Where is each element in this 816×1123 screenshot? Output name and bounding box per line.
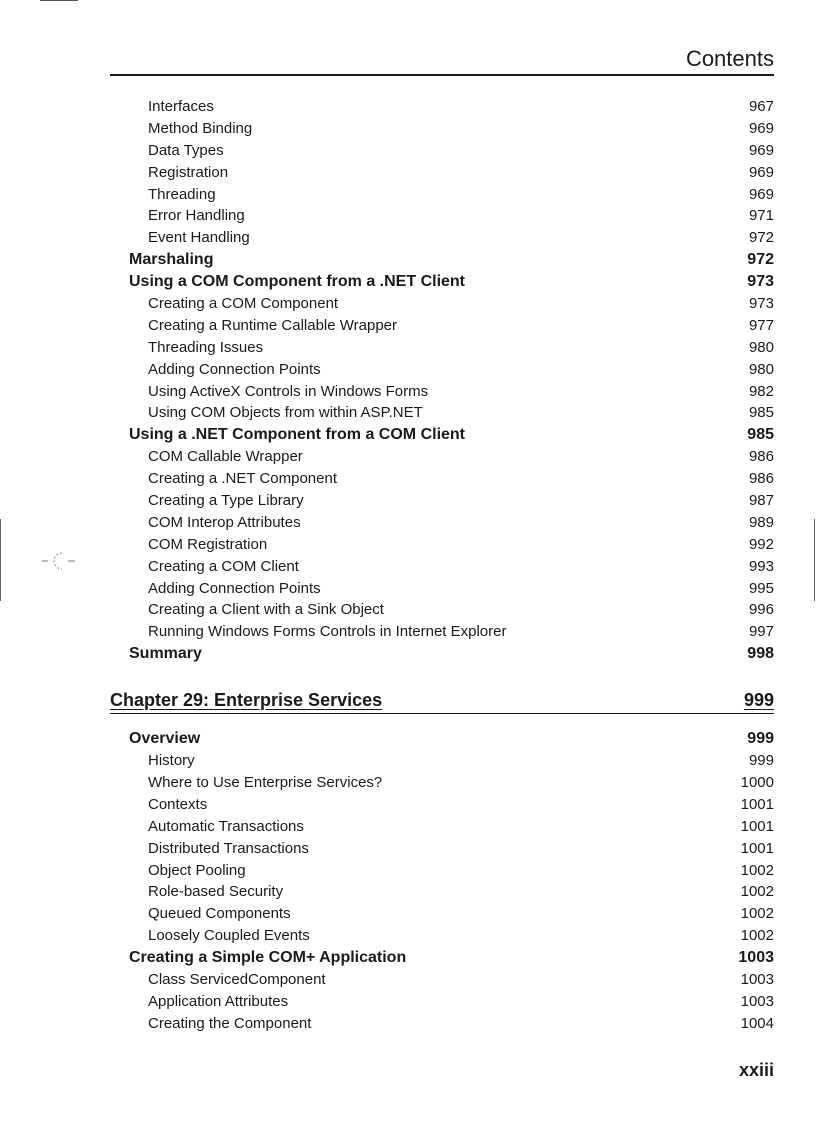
toc-section-chapter-29 <box>110 728 774 1034</box>
toc-entry-page: 977 <box>748 316 774 334</box>
toc-section-entry[interactable] <box>110 271 774 293</box>
toc-entry-page: 985 <box>747 426 774 444</box>
toc-entry-page: 1002 <box>740 883 774 901</box>
toc-entry-page: 1003 <box>740 992 774 1010</box>
toc-entry-title: COM Registration <box>148 535 268 553</box>
toc-entry-page: 969 <box>748 141 774 159</box>
toc-entry-page: 980 <box>748 338 774 356</box>
toc-entry-page: 969 <box>748 163 774 181</box>
toc-entry-page: 996 <box>748 601 774 619</box>
toc-entry-page: 993 <box>748 557 774 575</box>
toc-entry-page: 986 <box>748 448 774 466</box>
toc-entry-title: COM Callable Wrapper <box>148 448 303 466</box>
toc-subsection-entry[interactable] <box>110 490 774 512</box>
toc-entry-title: Queued Components <box>148 905 291 923</box>
toc-entry-page: 1001 <box>740 817 774 835</box>
toc-subsection-entry[interactable] <box>110 621 774 643</box>
toc-section-entry[interactable] <box>110 643 774 665</box>
toc-subsection-entry[interactable] <box>110 402 774 424</box>
toc-entry-page: 1002 <box>740 927 774 945</box>
toc-entry-title: Data Types <box>148 141 224 159</box>
toc-subsection-entry[interactable] <box>110 315 774 337</box>
toc-subsection-entry[interactable] <box>110 816 774 838</box>
toc-entry-title: Running Windows Forms Controls in Internet Explorer <box>148 623 507 641</box>
toc-entry-title: Loosely Coupled Events <box>148 927 310 945</box>
toc-entry-page: 972 <box>747 251 774 269</box>
toc-entry-title: Method Binding <box>148 119 253 137</box>
toc-subsection-entry[interactable] <box>110 468 774 490</box>
running-head: Contents <box>110 44 774 76</box>
margin-rule-left <box>0 519 1 601</box>
crop-mark-top <box>40 0 78 1</box>
toc-subsection-entry[interactable] <box>110 293 774 315</box>
toc-entry-page: 973 <box>747 273 774 291</box>
toc-entry-title: Using COM Objects from within ASP.NET <box>148 404 423 422</box>
toc-entry-title: Creating a COM Component <box>148 295 339 313</box>
toc-entry-title: Adding Connection Points <box>148 579 321 597</box>
toc-entry-title: Threading Issues <box>148 338 264 356</box>
chapter-page: 999 <box>743 690 774 711</box>
toc-entry-page: 985 <box>748 404 774 422</box>
toc-entry-title: Where to Use Enterprise Services? <box>148 773 383 791</box>
toc-subsection-entry[interactable] <box>110 556 774 578</box>
toc-subsection-entry[interactable] <box>110 925 774 947</box>
toc-entry-page: 1001 <box>740 839 774 857</box>
toc-entry-title: Registration <box>148 163 229 181</box>
toc-entry-page: 1001 <box>740 795 774 813</box>
chapter-title: Chapter 29: Enterprise Services <box>110 690 383 711</box>
toc-section-entry[interactable] <box>110 249 774 271</box>
toc-entry-page: 1003 <box>740 970 774 988</box>
toc-entry-page: 967 <box>748 98 774 115</box>
toc-subsection-entry[interactable] <box>110 794 774 816</box>
toc-subsection-entry[interactable] <box>110 381 774 403</box>
toc-section-continued <box>110 96 774 665</box>
toc-section-entry[interactable] <box>110 947 774 969</box>
toc-entry-page: 972 <box>748 229 774 247</box>
toc-subsection-entry[interactable] <box>110 599 774 621</box>
toc-subsection-entry[interactable] <box>110 903 774 925</box>
toc-subsection-entry[interactable] <box>110 860 774 882</box>
toc-entry-title: Creating a .NET Component <box>148 470 337 488</box>
margin-rule-right <box>814 519 815 601</box>
toc-entry-title: Creating a Type Library <box>148 492 304 510</box>
toc-subsection-entry[interactable] <box>110 1013 774 1035</box>
toc-subsection-entry[interactable] <box>110 838 774 860</box>
toc-entry-page: 973 <box>748 295 774 313</box>
toc-subsection-entry[interactable] <box>110 205 774 227</box>
toc-entry-title: Summary <box>129 645 202 663</box>
toc-entry-title: History <box>148 752 195 770</box>
table-of-contents <box>110 96 774 1035</box>
toc-entry-page: 1000 <box>740 773 774 791</box>
toc-subsection-entry[interactable] <box>110 227 774 249</box>
toc-entry-page: 998 <box>747 645 774 663</box>
binding-hole-mark-icon <box>42 550 76 572</box>
toc-entry-title: Application Attributes <box>148 992 289 1010</box>
toc-entry-title: Contexts <box>148 795 208 813</box>
toc-entry-page: 999 <box>747 730 774 748</box>
toc-entry-page: 969 <box>748 119 774 137</box>
toc-entry-page: 1003 <box>738 949 774 967</box>
toc-subsection-entry[interactable] <box>110 446 774 468</box>
toc-subsection-entry[interactable] <box>110 534 774 556</box>
toc-subsection-entry[interactable] <box>110 991 774 1013</box>
toc-subsection-entry[interactable] <box>110 96 774 118</box>
toc-entry-title: Creating a Client with a Sink Object <box>148 601 384 619</box>
toc-entry-page: 1002 <box>740 905 774 923</box>
toc-entry-page: 986 <box>748 470 774 488</box>
toc-entry-title: Adding Connection Points <box>148 360 321 378</box>
toc-entry-page: 1004 <box>740 1014 774 1032</box>
page-number: xxiii <box>738 1060 774 1080</box>
toc-entry-page: 971 <box>748 207 774 225</box>
toc-section-entry[interactable] <box>110 424 774 446</box>
toc-entry-title: Marshaling <box>129 251 214 269</box>
toc-entry-title: Using ActiveX Controls in Windows Forms <box>148 382 429 400</box>
toc-entry-title: Creating the Component <box>148 1014 312 1032</box>
toc-subsection-entry[interactable] <box>110 184 774 206</box>
toc-entry-title: Role-based Security <box>148 883 284 901</box>
toc-subsection-entry[interactable] <box>110 337 774 359</box>
toc-subsection-entry[interactable] <box>110 162 774 184</box>
toc-entry-title: Error Handling <box>148 207 245 225</box>
toc-entry-page: 982 <box>748 382 774 400</box>
toc-entry-title: Distributed Transactions <box>148 839 309 857</box>
toc-entry-page: 969 <box>748 185 774 203</box>
toc-section-entry[interactable] <box>110 728 774 750</box>
toc-entry-title: Interfaces <box>148 98 214 115</box>
toc-subsection-entry[interactable] <box>110 578 774 600</box>
toc-entry-title: Automatic Transactions <box>148 817 304 835</box>
toc-entry-page: 997 <box>748 623 774 641</box>
toc-entry-title: Object Pooling <box>148 861 246 879</box>
toc-entry-title: Class ServicedComponent <box>148 970 326 988</box>
toc-subsection-entry[interactable] <box>110 750 774 772</box>
toc-subsection-entry[interactable] <box>110 969 774 991</box>
toc-subsection-entry[interactable] <box>110 359 774 381</box>
toc-entry-title: Overview <box>129 730 201 748</box>
toc-entry-title: Creating a Simple COM+ Application <box>129 949 407 967</box>
toc-entry-title: Event Handling <box>148 229 250 247</box>
toc-entry-page: 989 <box>748 513 774 531</box>
toc-entry-title: Creating a COM Client <box>148 557 299 575</box>
toc-entry-title: Creating a Runtime Callable Wrapper <box>148 316 398 334</box>
toc-entry-page: 1002 <box>740 861 774 879</box>
toc-subsection-entry[interactable] <box>110 772 774 794</box>
toc-entry-page: 999 <box>748 752 774 770</box>
toc-entry-title: Threading <box>148 185 216 203</box>
toc-entry-page: 995 <box>748 579 774 597</box>
toc-entry-page: 980 <box>748 360 774 378</box>
toc-entry-page: 987 <box>748 492 774 510</box>
chapter-heading[interactable] <box>110 687 774 714</box>
toc-subsection-entry[interactable] <box>110 118 774 140</box>
toc-subsection-entry[interactable] <box>110 512 774 534</box>
toc-entry-page: 992 <box>748 535 774 553</box>
toc-entry-title: COM Interop Attributes <box>148 513 301 531</box>
toc-entry-title: Using a .NET Component from a COM Client <box>129 426 466 444</box>
toc-entry-title: Using a COM Component from a .NET Client <box>129 273 466 291</box>
toc-subsection-entry[interactable] <box>110 881 774 903</box>
toc-subsection-entry[interactable] <box>110 140 774 162</box>
